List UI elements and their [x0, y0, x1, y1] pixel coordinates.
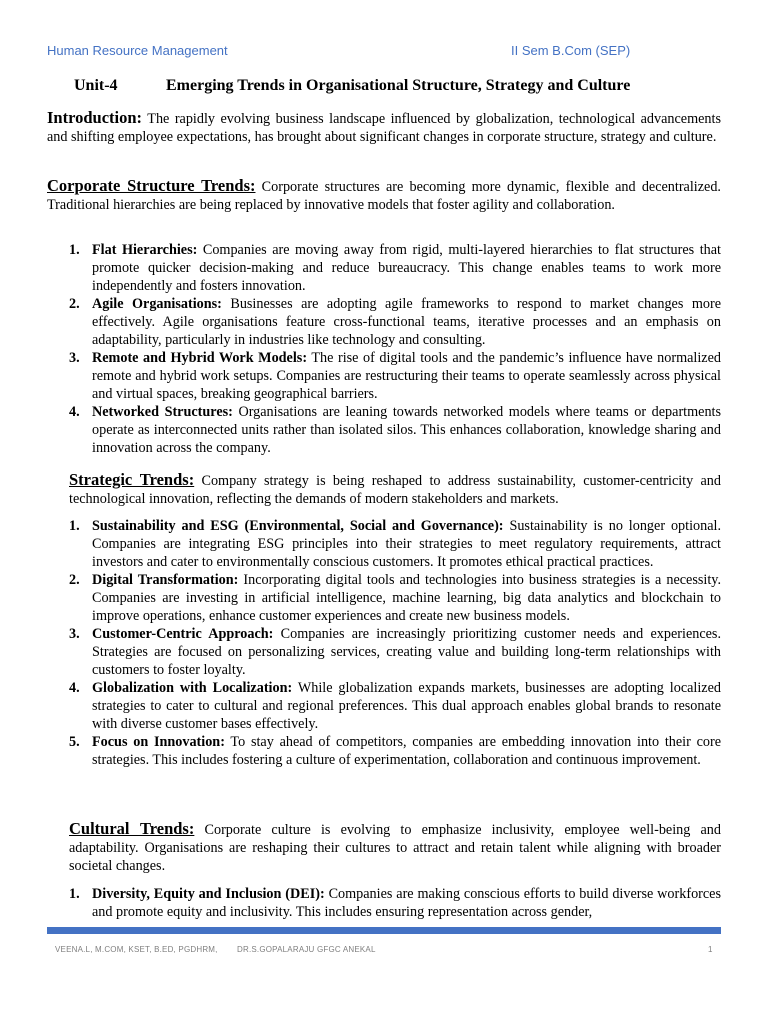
- strategic-text: Company strategy is being reshaped to address sustainability, customer-centricity and technological innovation, reflecting the demands of modern stakeholders and markets.: [69, 473, 721, 507]
- cultural-list: [47, 885, 721, 921]
- corporate-text: Corporate structures are becoming more dynamic, flexible and decentralized. Traditional hierarchies are being replaced by innovative models that foster agility and collaboration.: [47, 179, 721, 213]
- corporate-paragraph: [47, 177, 721, 214]
- strategic-list: [47, 517, 721, 769]
- list-item: 1. Sustainability and ESG (Environmental, Social and Governance): Sustainability is no longer optional. Companies are integrating ESG principles into their strategies to meet regulatory requirements, attract investors and cater to environmentally conscious customers. It promotes ethical practical practices.: [69, 518, 721, 570]
- list-item: 4. Globalization with Localization: While globalization expands markets, businesses are adopting localized strategies to cater to cultural and regional preferences. This dual approach enables global brands to resonate with diverse customer bases effectively.: [69, 680, 721, 732]
- header-course: II Sem B.Com (SEP): [511, 43, 631, 58]
- list-item: 2. Digital Transformation: Incorporating digital tools and technologies into business strategies is a necessity. Companies are investing in artificial intelligence, machine learning, big data analytics and blockchain to improve operations, enhance customer experiences and create new business models.: [69, 572, 722, 624]
- list-item: 4. Networked Structures: Organisations are leaning towards networked models where teams or departments operate as interconnected units rather than isolated silos. This enhances collaboration, knowledge sharing and innovation across the company.: [69, 404, 722, 456]
- intro-paragraph: [47, 109, 721, 146]
- strategic-paragraph: [69, 471, 721, 508]
- list-item: 1. Diversity, Equity and Inclusion (DEI): Companies are making conscious efforts to build diverse workforces and promote equity and inclusivity. This includes ensuring representation across gender,: [69, 886, 721, 920]
- corporate-heading: Corporate Structure Trends:: [47, 176, 256, 195]
- page-number: 1: [708, 945, 713, 954]
- intro-text: The rapidly evolving business landscape influenced by globalization, technological advancements and shifting employee expectations, has brought about significant changes in corporate structure, strategy and culture.: [47, 111, 721, 145]
- footer-rule: [47, 927, 721, 934]
- unit-number: Unit-4: [74, 77, 118, 94]
- cultural-paragraph: [69, 820, 721, 875]
- corporate-list: [47, 241, 721, 457]
- list-item: 2. Agile Organisations: Businesses are adopting agile frameworks to respond to market changes more effectively. Agile organisations feature cross-functional teams, iterative processes and an emphasis on adaptability, particularly in industries like technology and consulting.: [69, 296, 721, 348]
- intro-heading: Introduction:: [47, 108, 143, 127]
- strategic-heading: Strategic Trends:: [69, 470, 195, 489]
- unit-title: [74, 77, 734, 95]
- list-item: 1. Flat Hierarchies: Companies are moving away from rigid, multi-layered hierarchies to flat structures that promote quicker decision-making and reduce bureaucracy. This change enables teams to work more independently and fosters innovation.: [69, 242, 721, 294]
- cultural-heading: Cultural Trends:: [69, 819, 195, 838]
- header-subject: Human Resource Management: [47, 43, 228, 58]
- unit-heading: Emerging Trends in Organisational Structure, Strategy and Culture: [166, 77, 631, 94]
- list-item: 5. Focus on Innovation: To stay ahead of competitors, companies are embedding innovation into their core strategies. This includes fostering a culture of experimentation, collaboration and continuous improvement.: [69, 734, 721, 768]
- list-item: 3. Remote and Hybrid Work Models: The rise of digital tools and the pandemic’s influence have normalized remote and hybrid work setups. Companies are restructuring their teams to operate seamlessly across physical and virtual spaces, breaking geographical barriers.: [69, 350, 721, 402]
- footer-author: VEENA.L, M.COM, KSET, B.ED, PGDHRM,: [55, 945, 218, 954]
- footer-college: DR.S.GOPALARAJU GFGC ANEKAL: [237, 945, 376, 954]
- list-item: 3. Customer-Centric Approach: Companies are increasingly prioritizing customer needs and experiences. Strategies are focused on personalizing services, creating value and building long-term relationships with customers to foster loyalty.: [69, 626, 721, 678]
- cultural-text: Corporate culture is evolving to emphasize inclusivity, employee well-being and adaptability. Organisations are reshaping their cultures to attract and retain talent while aligning with broader societal changes.: [69, 822, 721, 874]
